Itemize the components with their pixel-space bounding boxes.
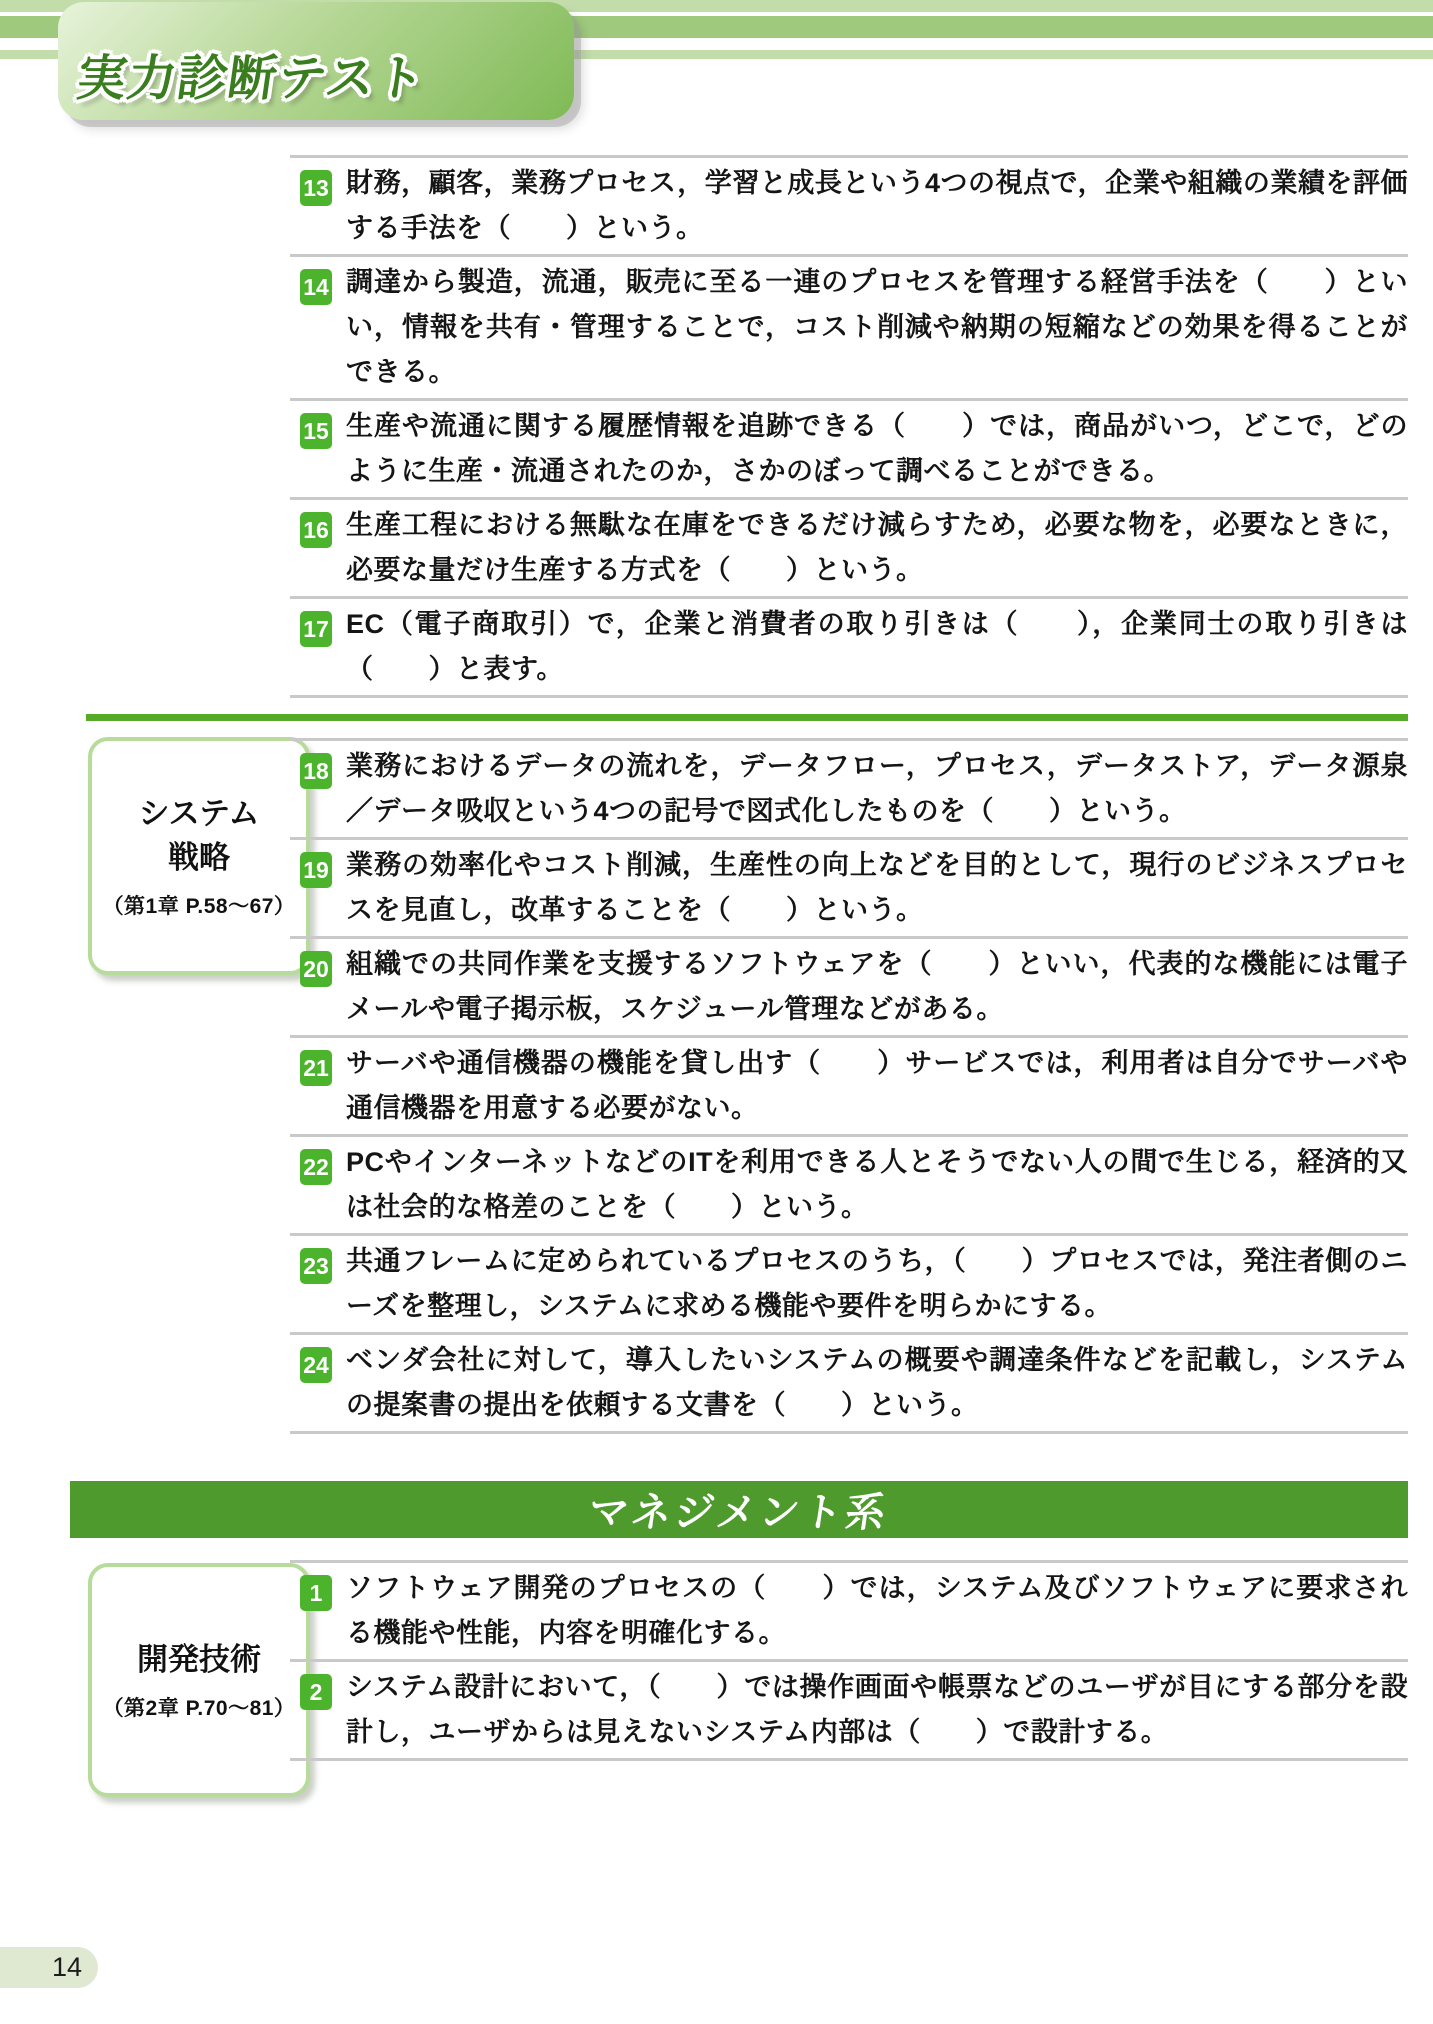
question-text: 調達から製造，流通，販売に至る一連のプロセスを管理する経営手法を（ ）といい，情報を共有・管理することで，コスト削減や納期の短縮などの効果を得ることができる。 xyxy=(346,267,1408,387)
question-number-badge: 23 xyxy=(300,1248,332,1284)
question-row xyxy=(290,1233,1408,1332)
sidebar-title-line: 開発技術 xyxy=(137,1642,261,1677)
question-row xyxy=(290,254,1408,398)
question-number-badge: 15 xyxy=(300,413,332,449)
section-separator-rule xyxy=(86,714,1408,721)
page-number: 14 xyxy=(52,1952,83,1982)
sidebar-chapter-ref: （第2章 P.70～81） xyxy=(102,1697,296,1720)
question-row xyxy=(290,1332,1408,1431)
question-text: サーバや通信機器の機能を貸し出す（ ）サービスでは，利用者は自分でサーバや通信機器を用意する必要がない。 xyxy=(346,1048,1408,1123)
question-row xyxy=(290,1134,1408,1233)
question-number-badge: 16 xyxy=(300,512,332,548)
question-number-badge: 14 xyxy=(300,269,332,305)
question-section-development-tech xyxy=(290,1560,1408,1761)
sidebar-title-line: 戦略 xyxy=(168,840,230,875)
question-number-badge: 17 xyxy=(300,611,332,647)
question-text: ベンダ会社に対して，導入したいシステムの概要や調達条件などを記載し，システムの提案書の提出を依頼する文書を（ ）という。 xyxy=(346,1345,1408,1420)
question-number-badge: 18 xyxy=(300,753,332,789)
category-banner-label: マネジメント系 xyxy=(585,1491,892,1535)
question-number-badge: 19 xyxy=(300,852,332,888)
question-text: 生産工程における無駄な在庫をできるだけ減らすため，必要な物を，必要なときに，必要な量だけ生産する方式を（ ）という。 xyxy=(346,510,1408,585)
question-row xyxy=(290,398,1408,497)
question-row xyxy=(290,1035,1408,1134)
question-number-badge: 24 xyxy=(300,1347,332,1383)
question-number-badge: 21 xyxy=(300,1050,332,1086)
question-number-badge: 20 xyxy=(300,951,332,987)
page-title: 実力診断テスト xyxy=(73,52,430,106)
question-row xyxy=(290,738,1408,837)
question-row xyxy=(290,936,1408,1035)
sidebar-box-development-tech xyxy=(88,1563,310,1797)
question-text: ソフトウェア開発のプロセスの（ ）では，システム及びソフトウェアに要求される機能や性能，内容を明確化する。 xyxy=(346,1573,1408,1648)
category-banner-management xyxy=(70,1481,1408,1538)
question-row xyxy=(290,155,1408,254)
question-row xyxy=(290,837,1408,936)
question-row xyxy=(290,1659,1408,1758)
question-number-badge: 13 xyxy=(300,170,332,206)
sidebar-box-system-strategy xyxy=(88,737,310,975)
question-text: 業務におけるデータの流れを，データフロー，プロセス，データストア，データ源泉／データ吸収という4つの記号で図式化したものを（ ）という。 xyxy=(346,751,1408,826)
question-row xyxy=(290,1560,1408,1659)
question-text: EC（電子商取引）で，企業と消費者の取り引きは（ ），企業同士の取り引きは（ ）と表す。 xyxy=(346,609,1408,684)
question-text: 組織での共同作業を支援するソフトウェアを（ ）といい，代表的な機能には電子メールや電子掲示板，スケジュール管理などがある。 xyxy=(346,949,1408,1024)
question-number-badge: 2 xyxy=(300,1674,332,1710)
question-text: システム設計において，（ ）では操作画面や帳票などのユーザが目にする部分を設計し，ユーザからは見えないシステム内部は（ ）で設計する。 xyxy=(346,1672,1408,1747)
sidebar-title-line: システム xyxy=(138,796,260,831)
question-text: 生産や流通に関する履歴情報を追跡できる（ ）では，商品がいつ，どこで，どのように生産・流通されたのか，さかのぼって調べることができる。 xyxy=(346,411,1408,486)
question-section-system-strategy xyxy=(290,738,1408,1434)
page-number-pill xyxy=(0,1947,98,1988)
question-row xyxy=(290,497,1408,596)
question-text: 業務の効率化やコスト削減，生産性の向上などを目的として，現行のビジネスプロセスを見直し，改革することを（ ）という。 xyxy=(346,850,1408,925)
question-number-badge: 1 xyxy=(300,1575,332,1611)
question-text: 共通フレームに定められているプロセスのうち，（ ）プロセスでは，発注者側のニーズを整理し，システムに求める機能や要件を明らかにする。 xyxy=(346,1246,1408,1321)
question-section-strategy-business xyxy=(290,155,1408,698)
header-badge xyxy=(58,2,574,120)
question-row xyxy=(290,596,1408,695)
question-text: PCやインターネットなどのITを利用できる人とそうでない人の間で生じる，経済的又は社会的な格差のことを（ ）という。 xyxy=(346,1147,1408,1222)
sidebar-chapter-ref: （第1章 P.58～67） xyxy=(102,895,296,918)
question-text: 財務，顧客，業務プロセス，学習と成長という4つの視点で，企業や組織の業績を評価する手法を（ ）という。 xyxy=(346,168,1408,243)
question-number-badge: 22 xyxy=(300,1149,332,1185)
